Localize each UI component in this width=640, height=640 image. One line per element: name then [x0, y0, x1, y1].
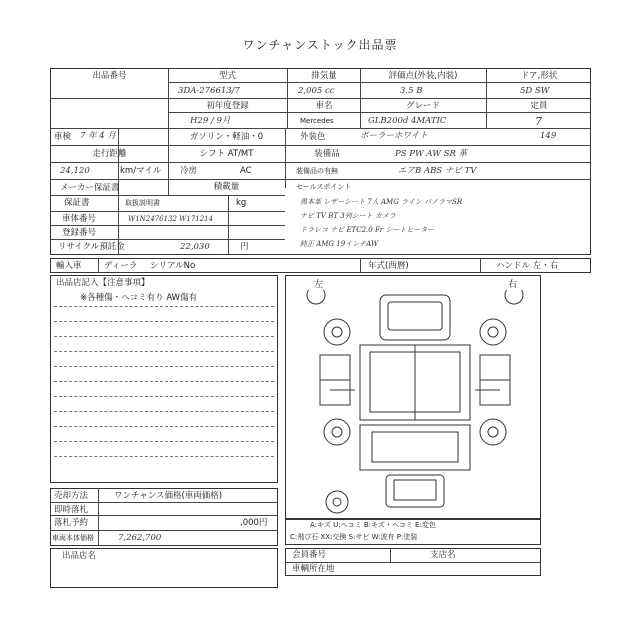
color-label: 外装色 [300, 132, 326, 142]
yen-unit: ,000円 [240, 518, 268, 528]
note-rule [54, 396, 274, 397]
first-reg-value: H29 / 9月 [190, 116, 231, 126]
notes-heading: 出品店記入【注意事項】 [56, 278, 150, 288]
recycle-value: 22,030 [180, 242, 210, 252]
location-label: 車輌所在地 [292, 564, 335, 574]
grade-value: GLB200d 4MATIC [368, 116, 447, 126]
note-rule [54, 336, 274, 337]
shaken-value: 7 年 4 月 [80, 131, 116, 141]
vin-label: 車体番号 [62, 214, 97, 224]
right-mark: 右 [508, 280, 518, 290]
shaken-label: 車検 [54, 132, 72, 142]
ac-label: 冷房 [180, 166, 198, 176]
maker-warranty-label: メーカー保証書 [60, 183, 120, 193]
points-label: セールスポイント [296, 183, 352, 191]
method-label: 売却方法 [54, 491, 89, 501]
legend-line-1: A:キズ U:ヘコミ B:キズ・ヘコミ E:変色 [310, 521, 436, 529]
car-diagram [300, 290, 530, 515]
year-label: 年式(西暦) [368, 261, 409, 271]
equip-label: 装備品 [314, 149, 340, 159]
reg-no-label: 登録番号 [62, 228, 97, 238]
model-value: 3DA-276613/7 [178, 86, 240, 96]
first-reg-label: 初年度登録 [206, 101, 249, 111]
grade-label: グレード [405, 101, 440, 111]
manual-value: 取扱説明書 [125, 199, 160, 207]
doors-label: ドア,形状 [520, 71, 558, 81]
points-line-2: ナビ TV BT 3列シート カメラ [300, 212, 396, 220]
displacement-label: 排気量 [311, 71, 337, 81]
recycle-label: リサイクル預託金 [58, 242, 125, 252]
cancel-label: 落札予約 [54, 518, 89, 528]
seats-value: 7 [535, 115, 542, 128]
seats-label: 定員 [530, 101, 548, 111]
color-value: ポーラーホワイト [360, 131, 428, 141]
left-mark: 左 [314, 280, 324, 290]
price-value: 7,262,700 [118, 533, 162, 543]
note-rule [54, 321, 274, 322]
member-label: 会員番号 [292, 550, 327, 560]
name-value: Mercedes [300, 117, 334, 125]
immediate-label: 即時落札 [54, 505, 89, 515]
load-label: 積載量 [213, 182, 240, 192]
points-line-3: ドラレコ ナビ ETC2.0 Fr シートヒーター [300, 226, 435, 234]
equip2-value: エアB ABS ナビ TV [398, 166, 477, 176]
notes-line-1: ※各種傷・ヘコミ有り AW傷有 [80, 293, 198, 303]
mileage-label: 走行距離 [92, 149, 127, 159]
price-label: 車両本体価格 [52, 534, 94, 542]
color-code: 149 [540, 131, 557, 141]
legend-line-2: C:飛び石 XX:交換 S:サビ W:波有 P:塗装 [290, 533, 418, 541]
note-rule [54, 351, 274, 352]
mileage-value: 24,120 [60, 166, 90, 176]
equip-value: PS PW AW SR 革 [395, 149, 468, 159]
handle-label: ハンドル 左・右 [496, 261, 559, 271]
ac-value: AC [240, 166, 252, 176]
dealer-label: ディーラ [104, 261, 138, 271]
note-rule [54, 381, 274, 382]
import-label: 輸入車 [56, 261, 82, 271]
manual-label: 保証書 [64, 198, 90, 208]
score-label: 評価点(外装,内装) [388, 71, 458, 81]
mileage-unit: km/マイル [120, 166, 162, 176]
name-label: 車名 [315, 101, 333, 111]
score-value: 3.5 B [400, 86, 423, 96]
displacement-value: 2,005 cc [298, 86, 335, 96]
points-line-4: 純正 AMG 19インチAW [300, 240, 379, 248]
shop-label: 出品店名 [62, 551, 97, 561]
branch-label: 支店名 [430, 550, 456, 560]
lot-no-label: 出品番号 [92, 71, 127, 81]
note-rule [54, 456, 274, 457]
note-rule [54, 441, 274, 442]
doors-value: 5D SW [520, 86, 550, 96]
serial-label: シリアルNo [150, 261, 196, 271]
page-title: ワンチャンストック出品票 [242, 38, 398, 52]
points-line-1: 黒本革 レザーシート 7人 AMG ライン パノラマSR [300, 198, 463, 206]
note-rule [54, 306, 274, 307]
vin-value: W1N2476132 W171214 [128, 215, 214, 223]
method-value: ワンチャンス価格(車両価格) [114, 491, 223, 501]
fuel-label: ガソリン・軽油・0 [189, 132, 264, 142]
note-rule [54, 411, 274, 412]
note-rule [54, 366, 274, 367]
recycle-unit: 円 [240, 242, 249, 252]
note-rule [54, 426, 274, 427]
model-label: 型式 [218, 71, 236, 81]
load-unit: kg [236, 198, 247, 208]
equip-note: 装備品の有無 [296, 167, 338, 175]
shift-label: シフト AT/MT [199, 149, 254, 159]
